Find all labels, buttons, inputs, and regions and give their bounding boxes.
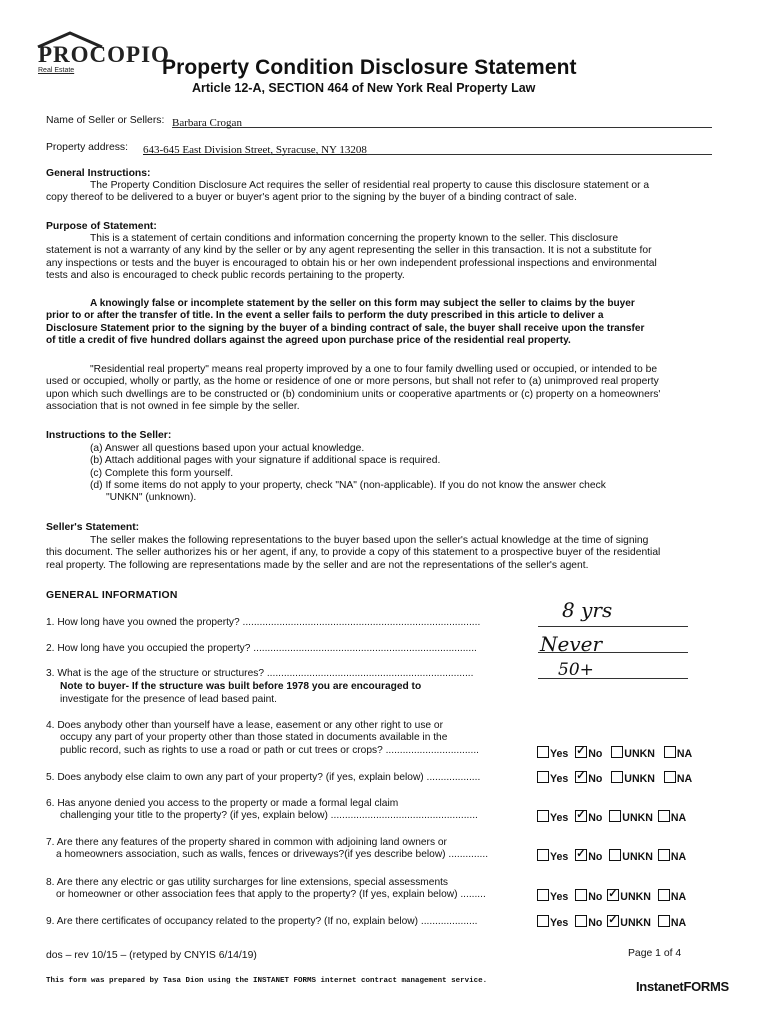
q8-no-checkbox[interactable] — [575, 889, 587, 901]
q6-options: Yes ✓ No UNKN NA — [537, 810, 686, 824]
q4-no-checkbox[interactable] — [575, 746, 587, 758]
q2-answer: Never — [540, 632, 603, 656]
q6-yes-checkbox[interactable] — [537, 810, 549, 822]
q6-unkn-checkbox[interactable] — [609, 810, 621, 822]
general-instructions-heading: General Instructions: — [46, 168, 151, 179]
q9-unkn-checkbox[interactable] — [607, 915, 619, 927]
q1-answer: 8 yrs — [562, 598, 613, 622]
document-title: Property Condition Disclosure Statement — [162, 56, 577, 79]
property-address-field[interactable] — [143, 140, 712, 155]
question-3: 3. What is the age of the structure or structures? ......................................................................... — [46, 668, 474, 679]
q9-yes-checkbox[interactable] — [537, 915, 549, 927]
instanet-forms-logo: InstanetFORMS — [636, 979, 729, 994]
q7-no-checkbox[interactable] — [575, 849, 587, 861]
page-number: Page 1 of 4 — [628, 948, 682, 959]
q9-options: Yes No ✓ UNKN NA — [537, 915, 686, 929]
q4-unkn-checkbox[interactable] — [611, 746, 623, 758]
instruction-b: (b) Attach additional pages with your signature if additional space is required. — [90, 455, 441, 467]
q5-na-checkbox[interactable] — [664, 771, 676, 783]
seller-instructions-heading: Instructions to the Seller: — [46, 430, 172, 441]
q4-options: Yes ✓ No UNKN NA — [537, 746, 692, 760]
general-information-heading: GENERAL INFORMATION — [46, 590, 178, 601]
seller-name-value: Barbara Crogan — [172, 117, 242, 129]
q8-options: Yes No ✓ UNKN NA — [537, 889, 686, 903]
lead-paint-note: Note to buyer- If the structure was built before 1978 you are encouraged to — [60, 681, 422, 692]
lead-paint-note-cont: investigate for the presence of lead based paint. — [60, 694, 277, 705]
company-logo — [36, 30, 170, 76]
instruction-d-cont: "UNKN" (unknown). — [106, 492, 197, 504]
question-4: 4. Does anybody other than yourself have a lease, easement or any other right to use or occupy any part of your property other than those stated in documents available in the public record, such as rights to use a road or path or cut trees or crops? ................................. — [46, 720, 480, 756]
q9-na-checkbox[interactable] — [658, 915, 670, 927]
question-8: 8. Are there any electric or gas utility surcharges for line extensions, special assessments or homeowner or other association fees that apply to the property? (If yes, explain below) ......... — [46, 877, 486, 901]
question-9: 9. Are there certificates of occupancy related to the property? (If no, explain below) .................... — [46, 916, 478, 927]
q9-no-checkbox[interactable] — [575, 915, 587, 927]
q5-yes-checkbox[interactable] — [537, 771, 549, 783]
document-subtitle: Article 12-A, SECTION 464 of New York Real Property Law — [192, 81, 536, 95]
residential-property-definition: "Residential real property" means real property improved by a one to four family dwelling used or occupied, or intended to be used or occupied, wholly or partly, as the home or residence of one or more persons, but shall not refer to (a) unimproved real property upon which such dwellings are to be constructed or (b) condominium units or cooperative apartments or (c) property on a homeowners' association that is not owned in fee simple by the seller. — [46, 364, 661, 412]
property-address-value: 643-645 East Division Street, Syracuse, NY 13208 — [143, 144, 367, 156]
q7-na-checkbox[interactable] — [658, 849, 670, 861]
q1-answer-field[interactable] — [538, 626, 688, 627]
purpose-heading: Purpose of Statement: — [46, 221, 157, 232]
question-7: 7. Are there any features of the property shared in common with adjoining land owners or a homeowners association, such as walls, fences or driveways?(if yes describe below) .............. — [46, 837, 489, 861]
logo-tagline: Real Estate — [38, 67, 75, 74]
sellers-statement-heading: Seller's Statement: — [46, 522, 140, 533]
prepared-by-note: This form was prepared by Tasa Dion using the INSTANET FORMS internet contract management service. — [46, 977, 488, 985]
q6-no-checkbox[interactable] — [575, 810, 587, 822]
q4-na-checkbox[interactable] — [664, 746, 676, 758]
seller-name-field[interactable] — [172, 113, 712, 128]
q7-yes-checkbox[interactable] — [537, 849, 549, 861]
q3-answer: 50+ — [558, 660, 594, 680]
sellers-statement-text: The seller makes the following representations to the buyer based upon the seller's actual knowledge at the time of signing this document. The seller authorizes his or her agent, if any, to provide a copy of this statement to a prospective buyer of the residential real property. The following are representations made by the seller and are not the representations of the seller's agent. — [46, 535, 661, 571]
logo-wordmark: PROCOPIO — [38, 42, 170, 67]
q8-na-checkbox[interactable] — [658, 889, 670, 901]
general-instructions-text: The Property Condition Disclosure Act requires the seller of residential real property to cause this disclosure statement or a copy thereof to be delivered to a buyer or buyer's agent prior to the signing by the buyer of a binding contract of sale. — [46, 180, 650, 204]
false-statement-warning: A knowingly false or incomplete statement by the seller on this form may subject the seller to claims by the buyer prior to or after the transfer of title. In the event a seller fails to perform the duty prescribed in this article to deliver a Disclosure Statement prior to the signing by the buyer of a binding contract of sale, the buyer shall receive upon the transfer of title a credit of five hundred dollars against the agreed upon purchase price of the residential real property. — [46, 298, 645, 346]
question-2: 2. How long have you occupied the property? ............................................................................... — [46, 643, 477, 654]
q8-unkn-checkbox[interactable] — [607, 889, 619, 901]
revision-note: dos – rev 10/15 – (retyped by CNYIS 6/14/19) — [46, 950, 257, 961]
instruction-d: (d) If some items do not apply to your property, check "NA" (non-applicable). If you do not know the answer check — [90, 479, 606, 491]
q5-options: Yes ✓ No UNKN NA — [537, 771, 692, 785]
q8-yes-checkbox[interactable] — [537, 889, 549, 901]
question-1: 1. How long have you owned the property? .................................................................................... — [46, 617, 481, 628]
q7-unkn-checkbox[interactable] — [609, 849, 621, 861]
question-5: 5. Does anybody else claim to own any part of your property? (if yes, explain below) ................... — [46, 772, 481, 783]
instruction-a: (a) Answer all questions based upon your actual knowledge. — [90, 443, 365, 454]
q7-options: Yes ✓ No UNKN NA — [537, 849, 686, 863]
q6-na-checkbox[interactable] — [658, 810, 670, 822]
q4-yes-checkbox[interactable] — [537, 746, 549, 758]
q5-no-checkbox[interactable] — [575, 771, 587, 783]
instruction-c: (c) Complete this form yourself. — [90, 467, 234, 479]
q5-unkn-checkbox[interactable] — [611, 771, 623, 783]
property-address-label: Property address: — [46, 142, 129, 153]
seller-name-label: Name of Seller or Sellers: — [46, 115, 165, 126]
seller-instructions-list — [90, 443, 710, 504]
question-6: 6. Has anyone denied you access to the property or made a formal legal claim challenging your title to the property? (if yes, explain below) .................................................... — [46, 798, 478, 822]
purpose-text: This is a statement of certain conditions and information concerning the property known to the seller. This disclosure statement is not a warranty of any kind by the seller or by any agent representing the seller in this transaction. It is not a substitute for any inspections or tests and the buyer is encouraged to obtain his or her own independent professional inspections and environmental tests and also is encouraged to check public records pertaining to the property. — [46, 233, 657, 281]
